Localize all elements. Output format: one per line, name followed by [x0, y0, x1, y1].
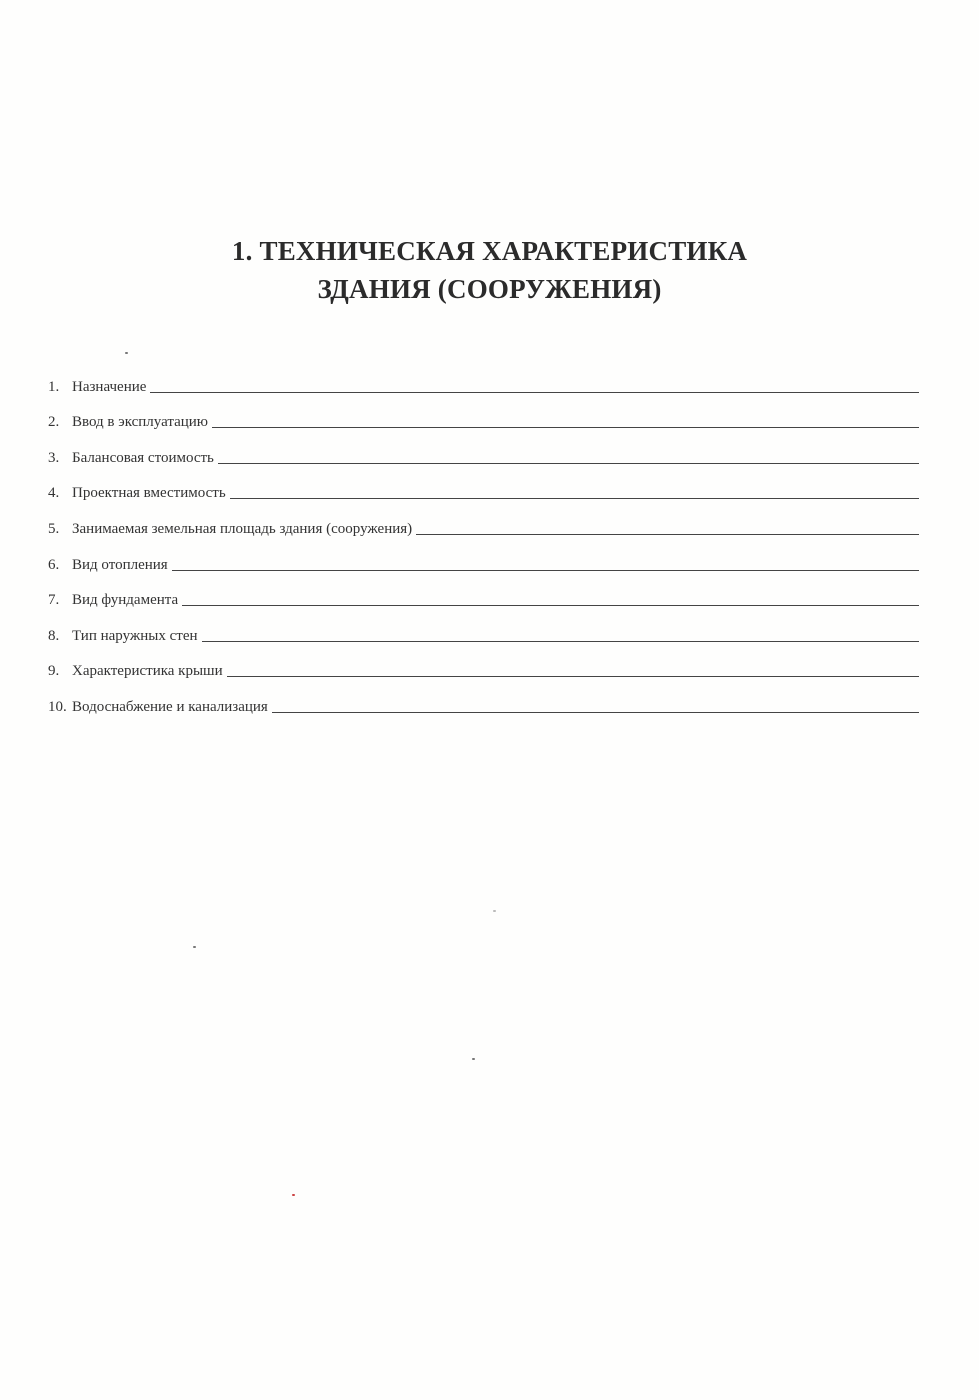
scan-speck: [193, 946, 196, 948]
field-number: 9.: [48, 663, 60, 680]
document-title-line-1: 1. ТЕХНИЧЕСКАЯ ХАРАКТЕРИСТИКА: [231, 236, 748, 266]
technical-fields-list: [48, 360, 919, 716]
field-number: 1.: [48, 378, 60, 395]
field-label: Назначение: [72, 378, 147, 395]
field-design-capacity: [48, 467, 919, 503]
field-number: 8.: [48, 627, 60, 644]
field-roof: [48, 645, 919, 681]
field-book-value: [48, 431, 919, 467]
field-fill-line[interactable]: [230, 497, 919, 499]
field-label: Вид фундамента: [72, 592, 179, 609]
field-number: 10.: [48, 698, 67, 715]
field-fill-line[interactable]: [202, 640, 919, 642]
field-fill-line[interactable]: [416, 533, 919, 535]
field-purpose: [48, 360, 919, 396]
scan-speck: [493, 910, 496, 912]
field-fill-line[interactable]: [182, 604, 919, 606]
document-title-line-2: ЗДАНИЯ (СООРУЖЕНИЯ): [317, 274, 662, 304]
field-water-sewage: [48, 680, 919, 716]
field-fill-line[interactable]: [212, 426, 919, 428]
field-exterior-walls: [48, 609, 919, 645]
field-fill-line[interactable]: [172, 569, 919, 571]
field-number: 5.: [48, 520, 60, 537]
scan-speck: [292, 1194, 295, 1196]
field-label: Характеристика крыши: [72, 663, 223, 680]
field-fill-line[interactable]: [218, 462, 919, 464]
field-foundation-type: [48, 574, 919, 610]
field-commissioning: [48, 396, 919, 432]
field-heating-type: [48, 538, 919, 574]
field-label: Проектная вместимость: [72, 485, 226, 502]
field-label: Балансовая стоимость: [72, 449, 214, 466]
field-label: Водоснабжение и канализация: [72, 698, 268, 715]
field-land-area: [48, 502, 919, 538]
field-label: Ввод в эксплуатацию: [72, 414, 209, 431]
field-fill-line[interactable]: [272, 711, 919, 713]
field-number: 2.: [48, 414, 60, 431]
field-label: Вид отопления: [72, 556, 168, 573]
field-fill-line[interactable]: [150, 391, 919, 393]
field-label: Занимаемая земельная площадь здания (сооружения): [72, 520, 413, 537]
field-number: 3.: [48, 449, 60, 466]
scan-speck: [472, 1058, 475, 1060]
field-number: 6.: [48, 556, 60, 573]
scan-speck: [125, 352, 128, 354]
field-number: 7.: [48, 592, 60, 609]
field-number: 4.: [48, 485, 60, 502]
field-label: Тип наружных стен: [72, 627, 198, 644]
field-fill-line[interactable]: [227, 675, 919, 677]
